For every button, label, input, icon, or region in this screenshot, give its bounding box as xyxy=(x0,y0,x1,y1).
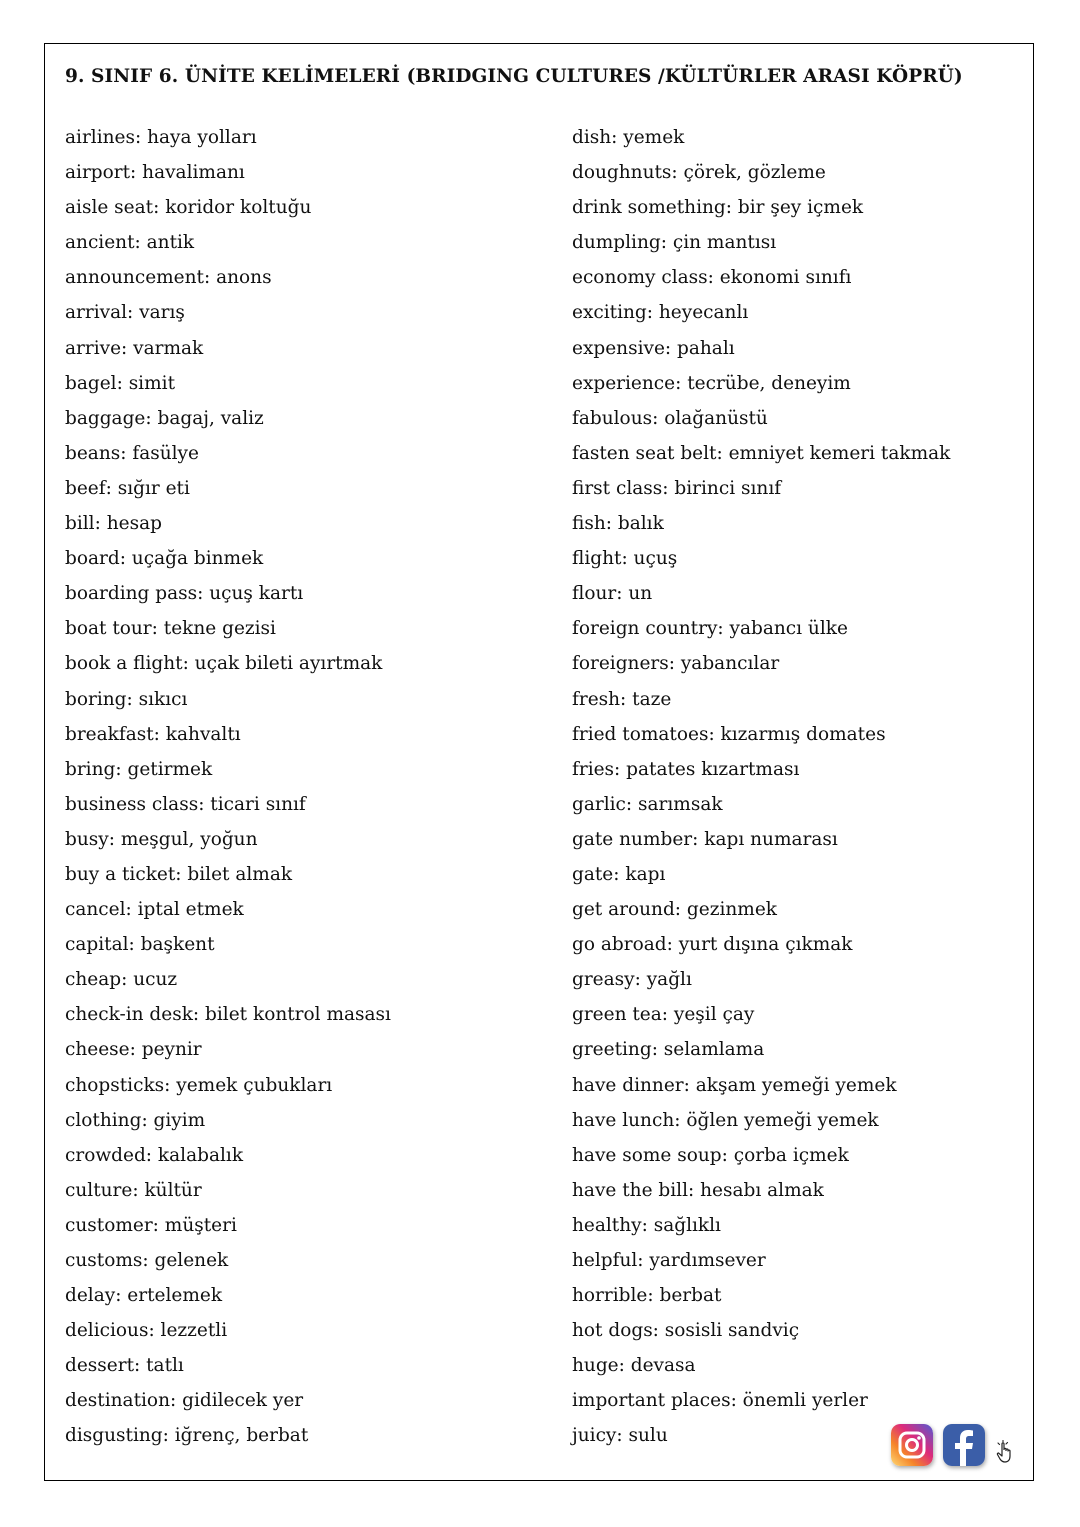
vocab-item: important places: önemli yerler xyxy=(572,1390,868,1412)
vocab-item: huge: devasa xyxy=(572,1355,696,1377)
hand-pointer-icon xyxy=(995,1440,1017,1464)
vocab-item: customer: müşteri xyxy=(65,1214,237,1236)
vocab-list-right xyxy=(572,120,1012,1454)
vocab-item: fresh: taze xyxy=(572,688,672,710)
instagram-icon[interactable] xyxy=(891,1424,933,1466)
vocab-item: book a flight: uçak bileti ayırtmak xyxy=(65,653,383,675)
vocab-item: dish: yemek xyxy=(572,127,685,148)
vocab-item: greasy: yağlı xyxy=(572,969,692,991)
vocab-item: greeting: selamlama xyxy=(572,1039,765,1061)
vocab-item: beef: sığır eti xyxy=(65,477,190,499)
vocab-item: gate number: kapı numarası xyxy=(572,828,838,850)
vocab-item: boat tour: tekne gezisi xyxy=(65,618,276,640)
vocab-item: bring: getirmek xyxy=(65,758,213,780)
vocab-item: customs: gelenek xyxy=(65,1250,229,1271)
vocab-list-left xyxy=(65,120,545,1454)
vocab-item: have the bill: hesabı almak xyxy=(572,1179,824,1201)
vocab-item: fasten seat belt: emniyet kemeri takmak xyxy=(572,442,951,464)
vocab-item: breakfast: kahvaltı xyxy=(65,723,241,745)
vocab-item: first class: birinci sınıf xyxy=(572,477,782,499)
vocab-item: arrival: varış xyxy=(65,302,185,324)
vocab-item: disgusting: iğrenç, berbat xyxy=(65,1425,309,1447)
vocab-item: economy class: ekonomi sınıfı xyxy=(572,267,852,289)
vocab-item: beans: fasülye xyxy=(65,442,199,464)
vocab-item: hot dogs: sosisli sandviç xyxy=(572,1320,800,1342)
vocab-item: helpful: yardımsever xyxy=(572,1250,766,1271)
vocab-item: busy: meşgul, yoğun xyxy=(65,828,258,850)
vocab-item: gate: kapı xyxy=(572,863,666,885)
vocab-item: healthy: sağlıklı xyxy=(572,1214,721,1236)
vocab-item: baggage: bagaj, valiz xyxy=(65,407,264,429)
vocab-item: foreigners: yabancılar xyxy=(572,653,780,675)
vocab-item: crowded: kalabalık xyxy=(65,1144,244,1166)
vocab-item: fish: balık xyxy=(572,513,664,535)
vocab-item: have lunch: öğlen yemeği yemek xyxy=(572,1109,879,1131)
vocab-item: boring: sıkıcı xyxy=(65,688,188,710)
vocab-item: green tea: yeşil çay xyxy=(572,1004,755,1026)
vocab-item: flight: uçuş xyxy=(572,548,678,570)
vocab-item: dumpling: çin mantısı xyxy=(572,232,777,254)
vocab-item: doughnuts: çörek, gözleme xyxy=(572,162,826,184)
vocab-item: exciting: heyecanlı xyxy=(572,302,749,324)
social-links xyxy=(891,1424,1017,1466)
vocab-item: cheap: ucuz xyxy=(65,969,178,991)
vocab-item: get around: gezinmek xyxy=(572,899,777,921)
vocab-item: bill: hesap xyxy=(65,513,162,535)
vocab-item: flour: un xyxy=(572,583,653,605)
vocab-item: aisle seat: koridor koltuğu xyxy=(65,197,312,219)
vocab-item: clothing: giyim xyxy=(65,1109,206,1131)
vocab-item: delicious: lezzetli xyxy=(65,1320,228,1342)
vocab-item: boarding pass: uçuş kartı xyxy=(65,583,304,605)
vocab-item: capital: başkent xyxy=(65,934,215,956)
vocab-item: garlic: sarımsak xyxy=(572,793,723,815)
vocab-item: arrive: varmak xyxy=(65,337,204,359)
vocab-item: have dinner: akşam yemeği yemek xyxy=(572,1074,897,1096)
vocab-item: announcement: anons xyxy=(65,267,272,289)
vocab-item: board: uçağa binmek xyxy=(65,548,264,570)
vocab-item: fabulous: olağanüstü xyxy=(572,407,768,429)
vocab-item: bagel: simit xyxy=(65,372,175,394)
vocab-item: experience: tecrübe, deneyim xyxy=(572,372,851,394)
vocab-item: culture: kültür xyxy=(65,1179,202,1201)
page-frame xyxy=(44,43,1034,1481)
vocab-item: dessert: tatlı xyxy=(65,1355,184,1377)
vocab-item: expensive: pahalı xyxy=(572,337,735,359)
vocab-item: drink something: bir şey içmek xyxy=(572,197,864,219)
vocab-item: have some soup: çorba içmek xyxy=(572,1144,849,1166)
vocab-item: ancient: antik xyxy=(65,232,195,254)
vocab-item: fries: patates kızartması xyxy=(572,758,800,780)
vocab-item: destination: gidilecek yer xyxy=(65,1390,304,1412)
vocab-item: go abroad: yurt dışına çıkmak xyxy=(572,934,853,956)
vocab-item: cancel: iptal etmek xyxy=(65,899,244,921)
facebook-icon[interactable] xyxy=(943,1424,985,1466)
page-title: 9. SINIF 6. ÜNİTE KELİMELERİ (BRIDGING CULTURES /KÜLTÜRLER ARASI KÖPRÜ) xyxy=(65,66,963,87)
vocab-item: fried tomatoes: kızarmış domates xyxy=(572,723,886,745)
vocab-item: chopsticks: yemek çubukları xyxy=(65,1074,333,1096)
vocab-item: airlines: haya yolları xyxy=(65,127,257,148)
vocab-item: check-in desk: bilet kontrol masası xyxy=(65,1004,391,1026)
vocab-item: business class: ticari sınıf xyxy=(65,793,306,815)
vocab-item: airport: havalimanı xyxy=(65,162,245,184)
vocab-item: delay: ertelemek xyxy=(65,1285,223,1307)
vocab-item: horrible: berbat xyxy=(572,1285,722,1307)
vocab-item: juicy: sulu xyxy=(572,1425,668,1447)
vocab-item: foreign country: yabancı ülke xyxy=(572,618,848,640)
vocab-item: buy a ticket: bilet almak xyxy=(65,863,293,885)
vocab-item: cheese: peynir xyxy=(65,1039,202,1061)
